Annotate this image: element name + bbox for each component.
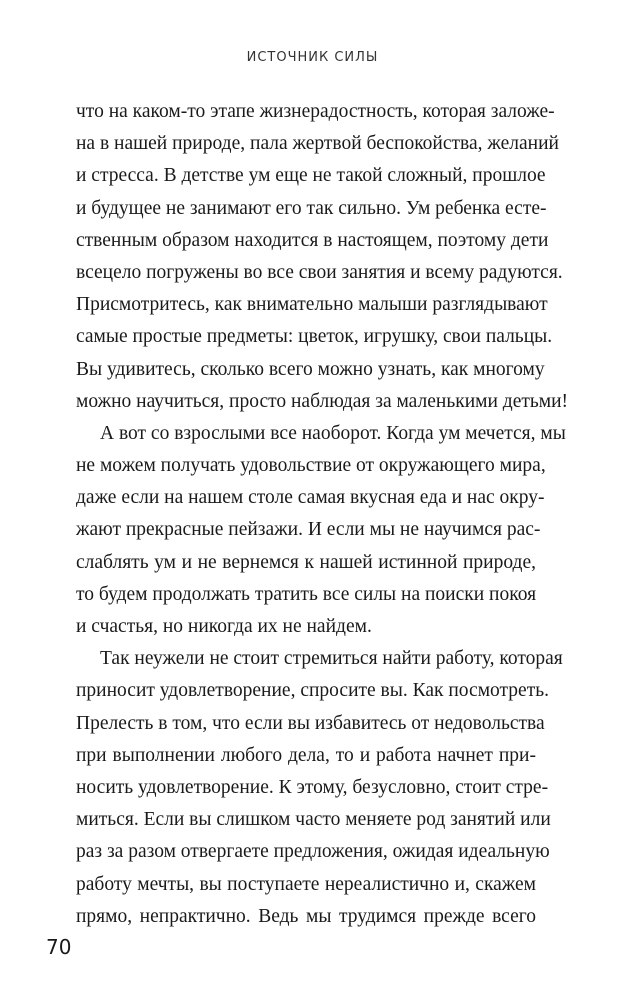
text-line: ственным образом находится в настоящем, поэтому дети — [76, 229, 549, 251]
text-line: что на каком-то этапе жизнерадостность, которая заложе- — [76, 101, 555, 122]
text-line: носить удовлетворение. К этому, безусловно, стоит стре- — [76, 776, 549, 798]
text-line: раз за разом отвергаете предложения, ожидая идеальную — [76, 841, 550, 863]
paragraph-first-line: А вот со взрослыми все наоборот. Когда ум мечется, мы — [100, 422, 566, 444]
text-line: Присмотритесь, как внимательно малыши разглядывают — [76, 294, 548, 316]
text-line: и счастья, но никогда их не найдем. — [76, 616, 372, 637]
text-line: Прелесть в том, что если вы избавитесь от недовольства — [76, 712, 545, 734]
text-line: не можем получать удовольствие от окружающего мира, — [76, 455, 546, 477]
text-line: Вы удивитесь, сколько всего можно узнать, как многому — [76, 358, 545, 380]
text-line: миться. Если вы слишком часто меняете род занятий или — [76, 809, 551, 831]
text-line: жают прекрасные пейзажи. И если мы не научимся рас- — [76, 519, 541, 541]
body-text — [76, 96, 569, 933]
text-line: даже если на нашем столе самая вкусная еда и нас окру- — [76, 487, 545, 509]
text-line: приносит удовлетворение, спросите вы. Как посмотреть. — [76, 680, 549, 702]
page-number: 70 — [46, 935, 72, 959]
text-line: самые простые предметы: цветок, игрушку, свои пальцы. — [76, 326, 553, 348]
text-line: слаблять ум и не вернемся к нашей истинной природе, — [76, 551, 536, 573]
text-line: и стресса. В детстве ум еще не такой сложный, прошлое — [76, 165, 546, 187]
running-head: ИСТОЧНИК СИЛЫ — [246, 50, 379, 65]
text-line: на в нашей природе, пала жертвой беспокойства, желаний — [76, 133, 559, 155]
text-line: всецело погружены во все свои занятия и всему радуются. — [76, 261, 563, 283]
text-line: и будущее не занимают его так сильно. Ум ребенка есте- — [76, 197, 547, 219]
text-line: работу мечты, вы поступаете нереалистично и, скажем — [76, 873, 536, 895]
text-line: можно научиться, просто наблюдая за маленькими детьми! — [76, 390, 569, 412]
text-line: при выполнении любого дела, то и работа начнет при- — [76, 744, 536, 766]
text-line: прямо, непрактично. Ведь мы трудимся прежде всего — [76, 905, 536, 927]
text-line: то будем продолжать тратить все силы на поиски покоя — [76, 583, 537, 605]
paragraph-first-line: Так неужели не стоит стремиться найти работу, которая — [100, 648, 563, 670]
